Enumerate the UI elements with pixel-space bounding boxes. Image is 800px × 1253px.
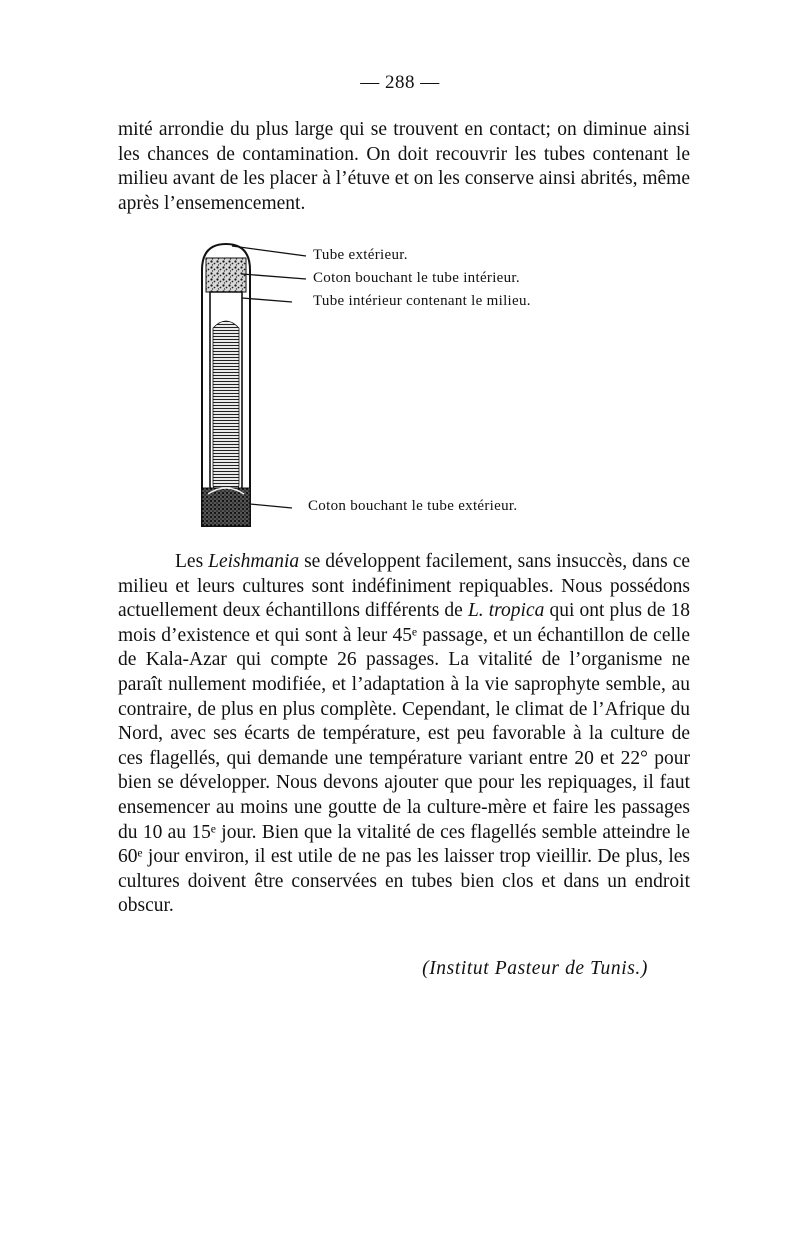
page-number: — 288 — [360,72,440,93]
paragraph-2-part-2: se développent facilement, sans insuccès, dans ce milieu et leurs cultures sont indéfiniment repiquables. Nous possédons actuellement deux échantillons différents de [118,551,691,622]
paragraph-2 [118,550,690,919]
paragraph-1: mité arrondie du plus large qui se trouvent en contact; on diminue ainsi les chances de contamination. On doit recouvrir les tubes contenant le milieu avant de les placer à l’étuve et on les conserve ainsi abrités, même après l’ensemencement. [118,119,690,214]
label-inner-cotton: Coton bouchant le tube intérieur. [313,270,520,286]
institution-signature: (Institut Pasteur de Tunis.) [422,958,648,979]
leader-line-outer-cotton [250,504,292,508]
genus-leishmania: Leishmania [208,551,300,572]
paragraph-2-part-3: qui ont plus de 18 mois d’existence et qui sont à leur 45ᵉ passage, et un échantillon de celle de Kala-Azar qui compte 26 passages. La vitalité de l’organisme ne paraît nullement modifiée, et l’adaptation à la vie saprophyte semble, au contraire, de plus en plus complète. Cependant, le climat de l’Afrique du Nord, avec ses écarts de température, est peu favorable à la culture de ces flagellés, qui demande une température variant entre 20 et 22° pour bien se développer. Nous devons ajouter que pour les repiquages, il faut ensemencer au moins une goutte de la culture-mère et faire les passages du 10 au 15ᵉ jour. Bien que la vitalité de ces flagellés semble atteindre le 60ᵉ jour environ, il est utile de ne pas les laisser trop vieillir. De plus, les cultures doivent être conservées en tubes bien clos et dans un endroit obscur. [118,600,691,917]
tube-figure [198,236,618,536]
culture-medium [213,321,239,494]
label-inner-tube: Tube intérieur contenant le milieu. [313,293,531,309]
label-outer-cotton: Coton bouchant le tube extérieur. [308,498,518,514]
leader-line-inner-cotton [242,274,306,279]
species-tropica: L. tropica [467,600,545,622]
paragraph-2-part-1: Les [175,551,209,572]
label-outer-tube: Tube extérieur. [313,247,408,263]
inner-cotton-plug [206,258,246,292]
